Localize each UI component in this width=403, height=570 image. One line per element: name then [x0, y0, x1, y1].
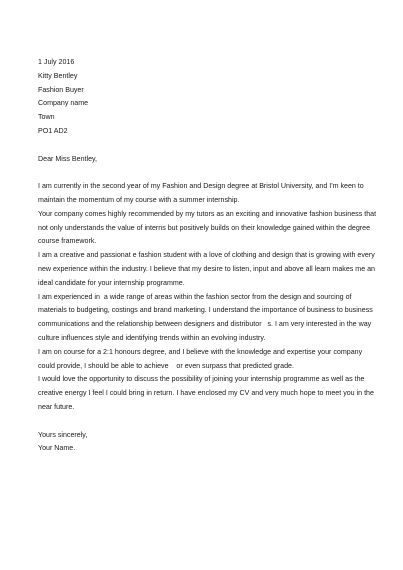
body-paragraph-2 [38, 208, 383, 249]
body-line: materials to budgeting, costings and brand marketing. I understand the importance of business to business [38, 306, 373, 315]
body-paragraph-4 [38, 291, 383, 346]
body-line: ideal candidate for your internship programme. [38, 278, 185, 287]
salutation: Dear Miss Bentley, [38, 154, 98, 163]
body-line: I would love the opportunity to discuss the possibility of joining your internship programme as well as the [38, 375, 365, 384]
body-line: I am experienced in a wide range of areas within the fashion sector from the design and sourcing of [38, 292, 352, 301]
body-line: new experience within the industry. I believe that my desire to listen, input and above all learn makes me an [38, 264, 376, 273]
body-paragraph-6 [38, 373, 383, 414]
spacer [38, 415, 383, 429]
body-line: creative energy I feel I could bring in return. I have enclosed my CV and very much hope to meet you in the [38, 389, 374, 398]
body-paragraph-1 [38, 180, 383, 208]
recipient-title: Fashion Buyer [38, 85, 84, 94]
body-line: not only understands the value of interns but positively builds on their knowledge gained within the degree [38, 223, 371, 232]
body-paragraph-3 [38, 249, 383, 290]
signature-name: Your Name. [38, 444, 76, 453]
closing: Yours sincerely, [38, 430, 88, 439]
town: Town [38, 113, 55, 122]
body-line: Your company comes highly recommended by my tutors as an exciting and innovative fashion business that [38, 209, 377, 218]
body-line: could provide, I should be able to achieve or even surpass that predicted grade. [38, 361, 294, 370]
body-line: maintain the momentum of my course with a summer internship. [38, 195, 240, 204]
body-line: communications and the relationship between designers and distributor s. I am very interested in the way [38, 320, 372, 329]
body-line: I am a creative and passionat e fashion student with a love of clothing and design that is growing with every [38, 251, 375, 260]
spacer [38, 139, 383, 153]
letter-date: 1 July 2016 [38, 58, 75, 66]
body-line: near future. [38, 402, 75, 411]
recipient-name: Kitty Bentley [38, 71, 78, 80]
cover-letter [38, 56, 383, 456]
postcode: PO1 AD2 [38, 126, 68, 135]
body-line: I am currently in the second year of my Fashion and Design degree at Bristol University, and I'm keen to [38, 182, 364, 191]
company-name: Company name [38, 99, 89, 108]
body-line: I am on course for a 2:1 honours degree, and I believe with the knowledge and expertise your company [38, 347, 363, 356]
address-block [38, 56, 383, 139]
body-paragraph-5 [38, 346, 383, 374]
spacer [38, 166, 383, 180]
body-line: culture influences style and identifying trends within an evolving industry. [38, 333, 266, 342]
body-line: course framework. [38, 237, 97, 246]
